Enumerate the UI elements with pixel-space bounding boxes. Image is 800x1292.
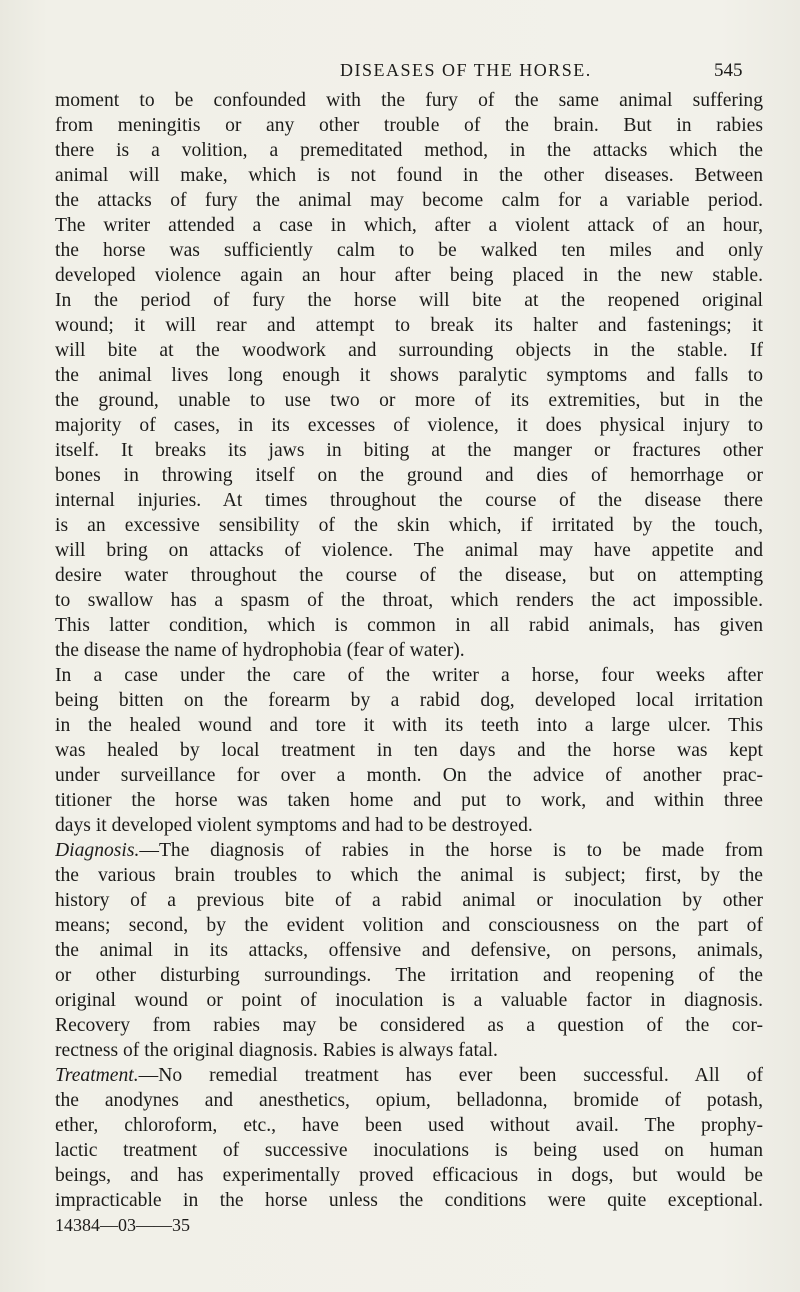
body-text [55, 88, 763, 1238]
text-line: being bitten on the forearm by a rabid dog, developed local irritation [55, 690, 763, 711]
text-line: In a case under the care of the writer a horse, four weeks after [55, 665, 763, 686]
text-line: from meningitis or any other trouble of the brain. But in rabies [55, 115, 763, 136]
text-line: there is a volition, a premeditated method, in the attacks which the [55, 140, 763, 161]
text-line: the disease the name of hydrophobia (fear of water). [55, 640, 465, 661]
text-line: history of a previous bite of a rabid animal or inoculation by other [55, 890, 763, 911]
text-line: impracticable in the horse unless the conditions were quite exceptional. [55, 1190, 763, 1211]
text-line: desire water throughout the course of the disease, but on attempting [55, 565, 763, 586]
text-line: animal will make, which is not found in the other diseases. Between [55, 165, 763, 186]
text-line: or other disturbing surroundings. The irritation and reopening of the [55, 965, 763, 986]
treatment-first-text: —No remedial treatment has ever been successful. All of [138, 1065, 763, 1086]
text-line: original wound or point of inoculation is a valuable factor in diagnosis. [55, 990, 763, 1011]
text-line: beings, and has experimentally proved efficacious in dogs, but would be [55, 1165, 763, 1186]
text-line: itself. It breaks its jaws in biting at the manger or fractures other [55, 440, 763, 461]
text-line: the animal lives long enough it shows paralytic symptoms and falls to [55, 365, 763, 386]
text-line: bones in throwing itself on the ground and dies of hemorrhage or [55, 465, 763, 486]
text-line: under surveillance for over a month. On the advice of another prac- [55, 765, 763, 786]
text-line: internal injuries. At times throughout the course of the disease there [55, 490, 763, 511]
running-head [0, 60, 800, 90]
text-line: the various brain troubles to which the animal is subject; first, by the [55, 865, 763, 886]
text-line: in the healed wound and tore it with its teeth into a large ulcer. This [55, 715, 763, 736]
text-line: means; second, by the evident volition and consciousness on the part of [55, 915, 763, 936]
text-line: This latter condition, which is common in all rabid animals, has given [55, 615, 763, 636]
text-line: moment to be confounded with the fury of the same animal suffering [55, 90, 763, 111]
text-line: developed violence again an hour after being placed in the new stable. [55, 265, 763, 286]
text-line: the animal in its attacks, offensive and defensive, on persons, animals, [55, 940, 763, 961]
treatment-heading: Treatment. [55, 1065, 139, 1086]
text-line: The writer attended a case in which, after a violent attack of an hour, [55, 215, 763, 236]
text-line: wound; it will rear and attempt to break its halter and fastenings; it [55, 315, 763, 336]
text-line: to swallow has a spasm of the throat, which renders the act impossible. [55, 590, 763, 611]
text-line: the horse was sufficiently calm to be walked ten miles and only [55, 240, 763, 261]
running-title: DISEASES OF THE HORSE. [340, 60, 592, 80]
printer-signature: 14384—03——35 [55, 1215, 190, 1235]
treatment-first-line [55, 1063, 763, 1088]
page-number: 545 [714, 60, 743, 81]
text-line: majority of cases, in its excesses of violence, it does physical injury to [55, 415, 763, 436]
text-line: the attacks of fury the animal may become calm for a variable period. [55, 190, 763, 211]
text-line: is an excessive sensibility of the skin which, if irritated by the touch, [55, 515, 763, 536]
text-line: the ground, unable to use two or more of its extremities, but in the [55, 390, 763, 411]
diagnosis-first-line [55, 838, 763, 863]
text-line: rectness of the original diagnosis. Rabies is always fatal. [55, 1040, 498, 1061]
text-line: days it developed violent symptoms and had to be destroyed. [55, 815, 533, 836]
diagnosis-first-text: —The diagnosis of rabies in the horse is to be made from [139, 840, 763, 861]
text-line: In the period of fury the horse will bite at the reopened original [55, 290, 763, 311]
text-line: ether, chloroform, etc., have been used without avail. The prophy- [55, 1115, 763, 1136]
text-line: Recovery from rabies may be considered as a question of the cor- [55, 1015, 763, 1036]
text-line: will bite at the woodwork and surrounding objects in the stable. If [55, 340, 763, 361]
text-line: lactic treatment of successive inoculations is being used on human [55, 1140, 763, 1161]
text-line: was healed by local treatment in ten days and the horse was kept [55, 740, 763, 761]
text-line: titioner the horse was taken home and put to work, and within three [55, 790, 763, 811]
diagnosis-heading: Diagnosis. [55, 840, 140, 861]
text-line: will bring on attacks of violence. The animal may have appetite and [55, 540, 763, 561]
text-line: the anodynes and anesthetics, opium, belladonna, bromide of potash, [55, 1090, 763, 1111]
